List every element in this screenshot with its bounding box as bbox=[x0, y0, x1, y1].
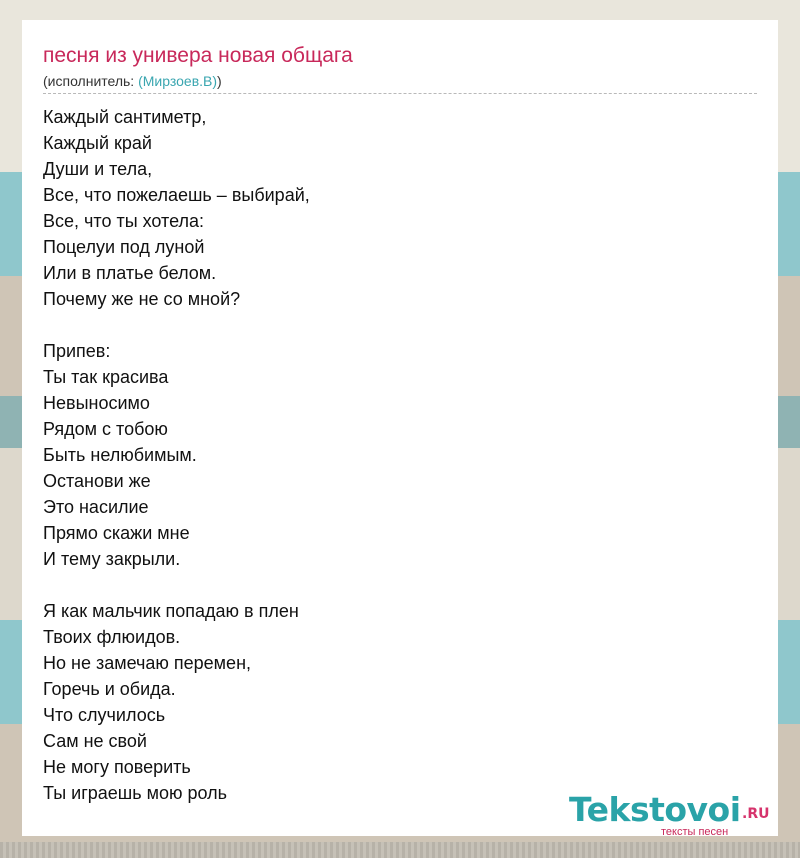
lyrics-body bbox=[43, 104, 310, 806]
lyric-line: Твоих флюидов. bbox=[43, 627, 181, 647]
lyric-line: Души и тела, bbox=[43, 159, 153, 179]
background-strip bbox=[0, 842, 800, 858]
lyric-line: Это насилие bbox=[43, 497, 149, 517]
title-divider bbox=[43, 93, 757, 94]
lyric-line: Ты так красива bbox=[43, 367, 169, 387]
lyric-line: Поцелуи под луной bbox=[43, 237, 205, 257]
lyric-line: Почему же не со мной? bbox=[43, 289, 241, 309]
artist-prefix: (исполнитель: bbox=[43, 73, 139, 89]
lyric-line: Останови же bbox=[43, 471, 151, 491]
lyric-line: Все, что ты хотела: bbox=[43, 211, 205, 231]
logo-domain: .RU bbox=[742, 806, 770, 822]
lyric-line: Каждый край bbox=[43, 133, 152, 153]
lyric-line: Горечь и обида. bbox=[43, 679, 176, 699]
lyric-line: Невыносимо bbox=[43, 393, 150, 413]
lyric-line: Рядом с тобою bbox=[43, 419, 168, 439]
lyric-line: Каждый сантиметр, bbox=[43, 107, 207, 127]
blank-line bbox=[43, 572, 310, 598]
lyric-line: Я как мальчик попадаю в плен bbox=[43, 601, 299, 621]
lyric-line: Быть нелюбимым. bbox=[43, 445, 197, 465]
artist-line bbox=[43, 73, 222, 89]
logo-tagline: тексты песен bbox=[661, 826, 729, 838]
blank-line bbox=[43, 312, 310, 338]
site-logo[interactable] bbox=[569, 790, 779, 840]
lyric-line: Припев: bbox=[43, 341, 111, 361]
artist-link[interactable]: (Мирзоев.В) bbox=[138, 73, 218, 89]
lyric-line: Но не замечаю перемен, bbox=[43, 653, 252, 673]
lyric-line: Все, что пожелаешь – выбирай, bbox=[43, 185, 310, 205]
lyric-line: И тему закрыли. bbox=[43, 549, 181, 569]
lyrics-card bbox=[22, 20, 778, 836]
lyric-line: Ты играешь мою роль bbox=[43, 783, 228, 803]
song-title: песня из универа новая общага bbox=[43, 44, 353, 67]
artist-suffix: ) bbox=[217, 73, 222, 89]
logo-text: Tekstovoi bbox=[569, 790, 741, 829]
lyric-line: Не могу поверить bbox=[43, 757, 191, 777]
lyric-line: Или в платье белом. bbox=[43, 263, 217, 283]
lyric-line: Прямо скажи мне bbox=[43, 523, 190, 543]
lyric-line: Сам не свой bbox=[43, 731, 147, 751]
lyric-line: Что случилось bbox=[43, 705, 166, 725]
